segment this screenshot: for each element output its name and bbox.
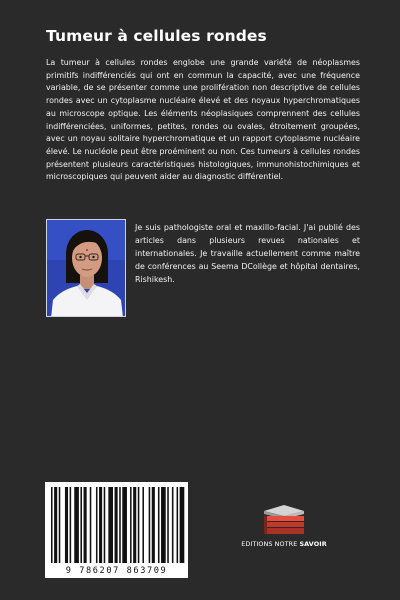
- isbn-number: 9 786207 863709: [65, 566, 168, 576]
- stacked-books-icon: [261, 503, 307, 537]
- author-bio: Je suis pathologiste oral et maxillo-facial. J'ai publié des articles dans plusieurs revues nationales et internationales. Je travaille actuellement comme maître de conférences au Seema DCollège et hôpital dentaires, Rishikesh.: [135, 223, 360, 284]
- publisher-name: [238, 540, 330, 548]
- barcode-image: [45, 482, 188, 566]
- publisher-logo-block: [241, 503, 327, 553]
- book-summary: La tumeur à cellules rondes englobe une grande variété de néoplasmes primitifs indifférenciés qui ont en commun la capacité, avec une fréquence variable, de se présenter comme une prolifération non descriptive de cellules rondes avec un cytoplasme nucléaire élevé et des noyaux hyperchromatiques au microscope optique. Les éléments néoplasiques comprennent des cellules indifférenciées, uniformes, petites, rondes ou ovales, étroitement groupées, avec un noyau solitaire hyperchromatique et un rapport cytoplasme nucléaire élevé. Le nucléole peut être proéminent ou non. Ces tumeurs à cellules rondes présentent plusieurs caractéristiques histologiques, immunohistochimiques et microscopiques qui peuvent aider au diagnostic différentiel.: [46, 58, 360, 182]
- author-portrait-image: [47, 220, 126, 317]
- publisher-name-bold: SAVOIR: [299, 540, 327, 548]
- book-title: Tumeur à cellules rondes: [46, 27, 267, 45]
- isbn-barcode: [45, 482, 188, 578]
- author-photo: [46, 219, 126, 317]
- publisher-name-prefix: EDITIONS NOTRE: [241, 540, 300, 548]
